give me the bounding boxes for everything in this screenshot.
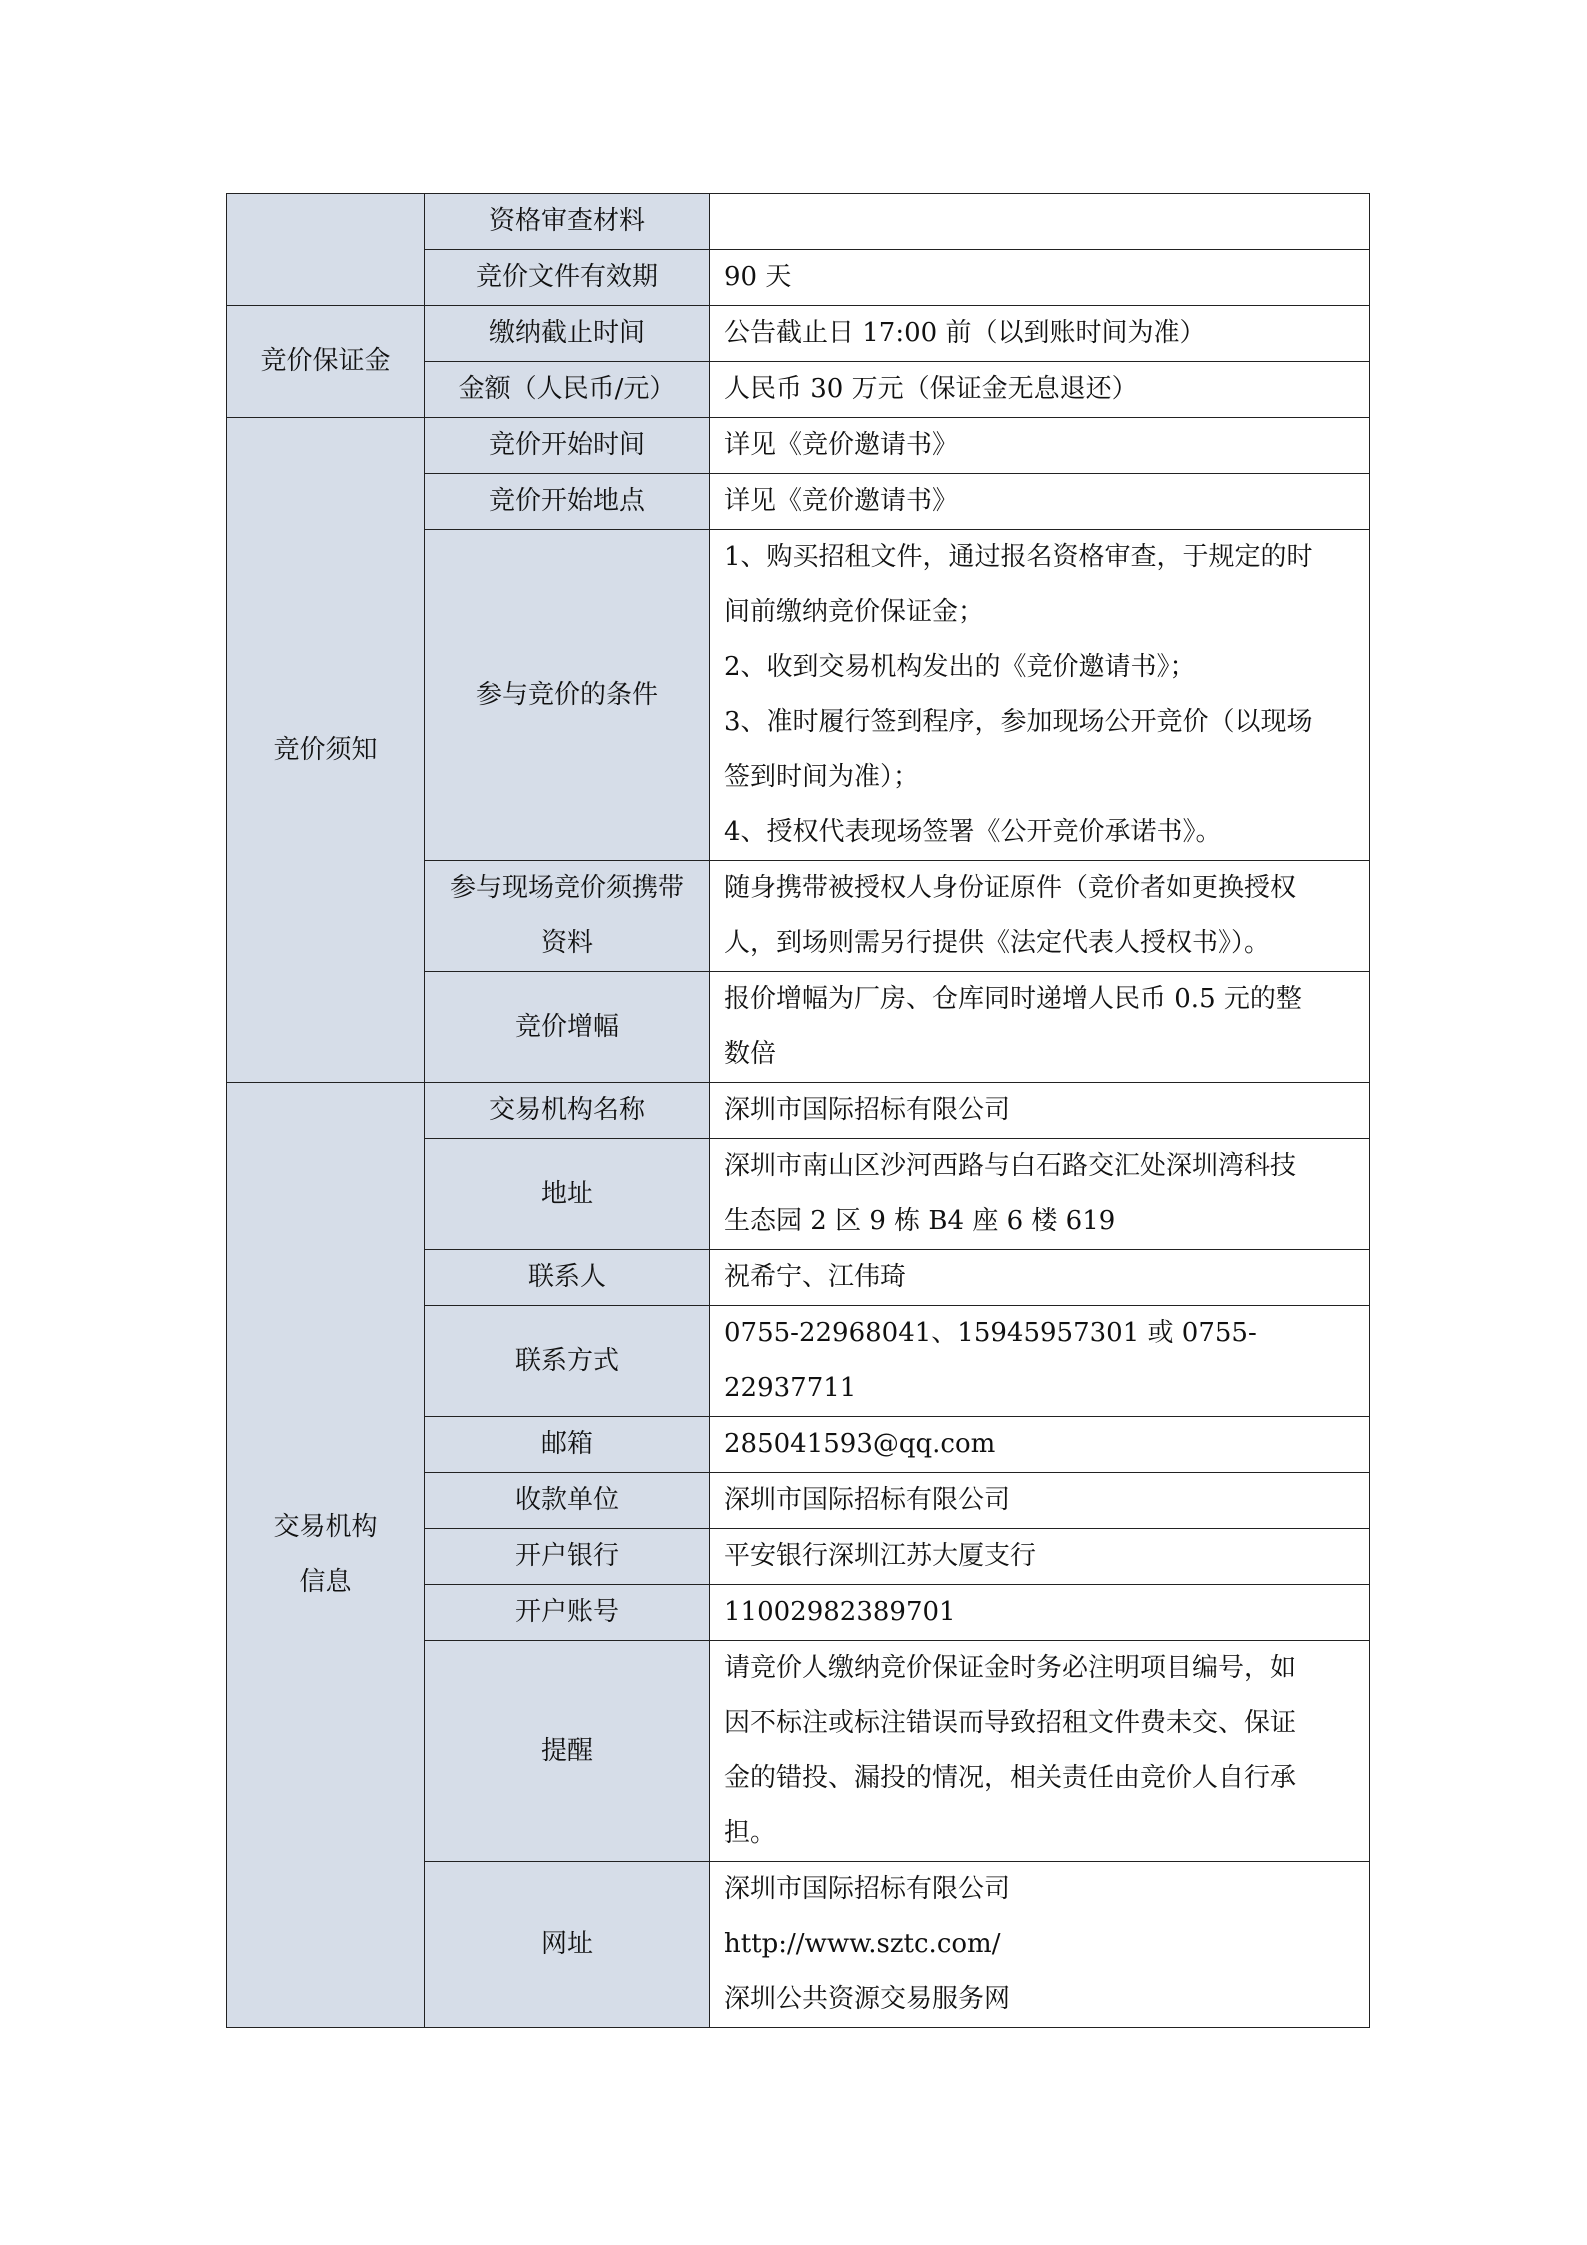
text-line: 深圳市国际招标有限公司 xyxy=(724,1874,1011,1904)
row-value-cell xyxy=(710,1306,1370,1417)
row-value-cell xyxy=(710,1473,1370,1529)
text-line: 竞价须知 xyxy=(273,734,378,765)
text-line: 平安银行深圳江苏大厦支行 xyxy=(724,1541,1037,1571)
row-value-cell xyxy=(710,1417,1370,1473)
row-label-cell xyxy=(425,972,710,1083)
table-row xyxy=(227,194,1370,250)
text-line: 1、购买招租文件，通过报名资格审查，于规定的时 xyxy=(724,542,1313,572)
row-label-cell xyxy=(425,1862,710,2028)
text-line: 资格审查材料 xyxy=(488,206,645,236)
text-line: 参与现场竞价须携带 xyxy=(449,873,684,903)
text-line: 祝希宁、江伟琦 xyxy=(724,1262,907,1292)
row-label-cell xyxy=(425,362,710,418)
row-label-cell xyxy=(425,1250,710,1306)
text-line: 详见《竞价邀请书》 xyxy=(724,430,959,460)
text-line: 竞价文件有效期 xyxy=(475,262,658,292)
text-line: 交易机构名称 xyxy=(488,1095,645,1125)
row-label-cell xyxy=(425,1473,710,1529)
text-line: 信息 xyxy=(299,1567,352,1597)
text-line: 3、准时履行签到程序，参加现场公开竞价（以现场 xyxy=(724,707,1313,737)
text-line: 联系人 xyxy=(527,1262,606,1292)
row-value-cell xyxy=(710,861,1370,972)
text-line: 邮箱 xyxy=(540,1429,593,1459)
table-row xyxy=(227,306,1370,362)
row-value-cell xyxy=(710,530,1370,861)
text-line: 网址 xyxy=(540,1929,593,1959)
row-value-cell xyxy=(710,362,1370,418)
row-label-cell xyxy=(425,194,710,250)
text-line: 开户银行 xyxy=(514,1541,619,1571)
row-value-cell xyxy=(710,474,1370,530)
section-category-cell xyxy=(227,1083,425,2028)
text-line: 深圳市国际招标有限公司 xyxy=(724,1485,1011,1515)
text-line: 交易机构 xyxy=(273,1512,378,1542)
row-label-cell xyxy=(425,861,710,972)
text-line: 担。 xyxy=(724,1818,777,1848)
section-category-cell xyxy=(227,418,425,1083)
table-row xyxy=(227,1083,1370,1139)
row-label-cell xyxy=(425,418,710,474)
text-line: 竞价保证金 xyxy=(260,346,391,376)
text-line: 联系方式 xyxy=(514,1345,619,1376)
table-row xyxy=(227,418,1370,474)
row-label-cell xyxy=(425,1306,710,1417)
text-line: 提醒 xyxy=(540,1735,593,1766)
row-value-cell xyxy=(710,418,1370,474)
text-line: 0755-22968041、15945957301 或 0755-22937711 xyxy=(724,1318,1257,1403)
row-label-cell xyxy=(425,306,710,362)
text-line: 金额（人民币/元） xyxy=(458,374,676,404)
text-line: 2、收到交易机构发出的《竞价邀请书》； xyxy=(724,652,1196,682)
row-value-cell xyxy=(710,1641,1370,1862)
text-line: 90 天 xyxy=(724,262,792,292)
text-line: 人民币 30 万元（保证金无息退还） xyxy=(724,374,1138,404)
row-label-cell xyxy=(425,1641,710,1862)
text-line: 4、授权代表现场签署《公开竞价承诺书》。 xyxy=(724,817,1222,847)
text-line: 缴纳截止时间 xyxy=(488,318,645,348)
text-line: 数倍 xyxy=(724,1039,777,1069)
text-line: 请竞价人缴纳竞价保证金时务必注明项目编号，如 xyxy=(724,1653,1297,1683)
text-line: 因不标注或标注错误而导致招租文件费未交、保证 xyxy=(724,1708,1297,1738)
section-category-cell xyxy=(227,306,425,418)
row-label-cell xyxy=(425,1529,710,1585)
text-line: 开户账号 xyxy=(514,1597,619,1627)
text-line: 285041593@qq.com xyxy=(724,1429,996,1459)
text-line: 深圳公共资源交易服务网 xyxy=(724,1984,1011,2014)
text-line: 公告截止日 17:00 前（以到账时间为准） xyxy=(724,318,1206,348)
text-line: 报价增幅为厂房、仓库同时递增人民币 0.5 元的整 xyxy=(724,984,1302,1014)
text-line: 资料 xyxy=(540,928,593,958)
text-line: 金的错投、漏投的情况，相关责任由竞价人自行承 xyxy=(724,1763,1297,1793)
row-value-cell xyxy=(710,1862,1370,2028)
text-line: 11002982389701 xyxy=(724,1597,956,1627)
text-line: 间前缴纳竞价保证金； xyxy=(724,597,985,627)
text-line: 详见《竞价邀请书》 xyxy=(724,486,959,516)
row-value-cell xyxy=(710,1250,1370,1306)
row-label-cell xyxy=(425,1585,710,1641)
row-label-cell xyxy=(425,1083,710,1139)
row-label-cell xyxy=(425,474,710,530)
row-value-cell xyxy=(710,250,1370,306)
row-value-cell xyxy=(710,1083,1370,1139)
row-label-cell xyxy=(425,530,710,861)
info-table xyxy=(226,193,1370,2028)
text-line: 随身携带被授权人身份证原件（竞价者如更换授权 xyxy=(724,873,1297,903)
row-value-cell xyxy=(710,1529,1370,1585)
text-line: 生态园 2 区 9 栋 B4 座 6 楼 619 xyxy=(724,1206,1116,1236)
text-line: 人，到场则需另行提供《法定代表人授权书》）。 xyxy=(724,928,1271,958)
row-value-cell xyxy=(710,1585,1370,1641)
text-line: 竞价增幅 xyxy=(514,1011,619,1042)
row-label-cell xyxy=(425,1417,710,1473)
text-line: 深圳市南山区沙河西路与白石路交汇处深圳湾科技 xyxy=(724,1151,1297,1181)
row-value-cell xyxy=(710,194,1370,250)
row-value-cell xyxy=(710,1139,1370,1250)
text-line: 地址 xyxy=(540,1178,593,1209)
row-label-cell xyxy=(425,1139,710,1250)
text-line: 收款单位 xyxy=(514,1485,619,1515)
text-line: 深圳市国际招标有限公司 xyxy=(724,1095,1011,1125)
text-line: 签到时间为准）； xyxy=(724,762,920,792)
info-table-body xyxy=(227,194,1370,2028)
text-line: 参与竞价的条件 xyxy=(475,679,658,710)
row-value-cell xyxy=(710,306,1370,362)
text-line: http://www.sztc.com/ xyxy=(724,1929,1001,1959)
row-value-cell xyxy=(710,972,1370,1083)
section-category-cell xyxy=(227,194,425,306)
row-label-cell xyxy=(425,250,710,306)
text-line: 竞价开始时间 xyxy=(488,430,645,460)
text-line: 竞价开始地点 xyxy=(488,486,645,516)
